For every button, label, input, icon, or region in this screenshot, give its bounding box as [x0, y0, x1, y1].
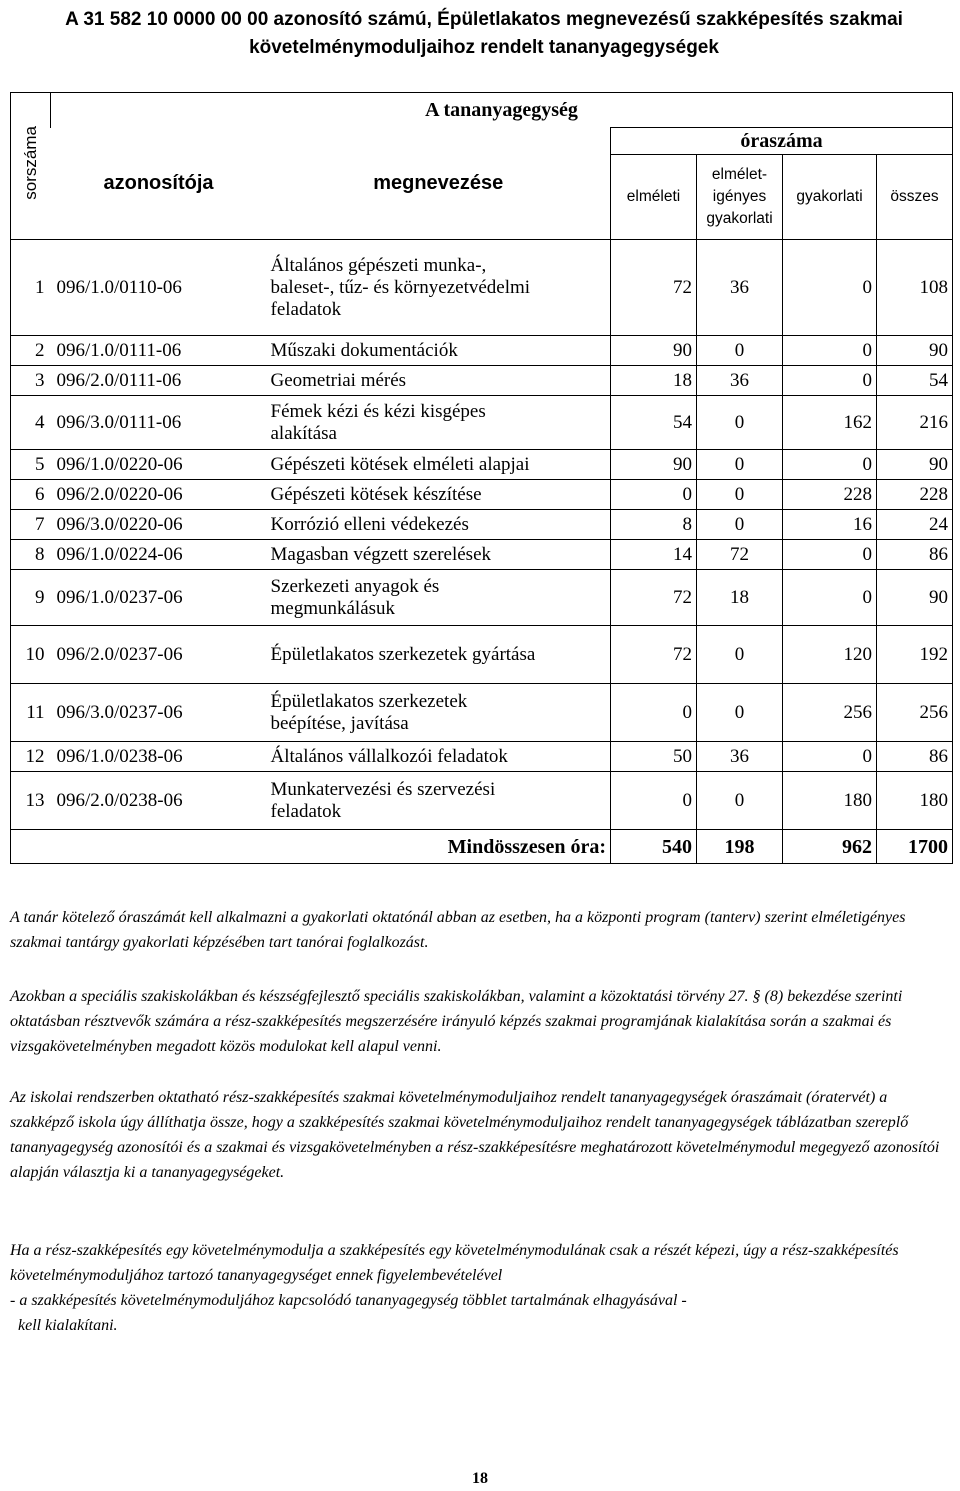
cell-megnevezes [267, 772, 611, 830]
cell-osszes: 216 [877, 396, 953, 450]
cell-azonosito: 096/1.0/0111-06 [51, 336, 267, 366]
cell-megnevezes [267, 450, 611, 480]
name-line: Műszaki dokumentációk [270, 339, 458, 361]
cell-gyakorlati: 162 [783, 396, 877, 450]
table-row [11, 336, 953, 366]
name-line: Geometriai mérés [270, 369, 407, 391]
name-line: alakítása [270, 422, 337, 444]
cell-sorszam: 8 [11, 540, 51, 570]
name-line: megmunkálásuk [270, 597, 396, 619]
cell-sorszam: 5 [11, 450, 51, 480]
cell-elmeletigenyes: 0 [697, 510, 783, 540]
name-line: Általános gépészeti munka-, [270, 254, 487, 276]
header-azonositoja: azonosítója [51, 128, 267, 240]
totals-label: Mindösszesen óra: [267, 830, 611, 864]
cell-osszes: 108 [877, 240, 953, 336]
cell-gyakorlati: 0 [783, 570, 877, 626]
note-paragraph: Azokban a speciális szakiskolákban és készségfejlesztő speciális szakiskolákban, valamint a közoktatási törvény 27. § (8) bekezdése szerinti oktatásban résztvevők számára a rész-szakképesítés megszerzésére irányuló képzés szakmai programjának kialakítása során a szakmai és vizsgakövetelményben megadott közös modulokat kell alapul venni. [10, 988, 907, 1055]
cell-azonosito: 096/1.0/0220-06 [51, 450, 267, 480]
table-row [11, 570, 953, 626]
cell-megnevezes [267, 240, 611, 336]
totals-elmeletigenyes: 198 [697, 830, 783, 864]
cell-azonosito: 096/3.0/0220-06 [51, 510, 267, 540]
header-row-oraszama [11, 128, 953, 155]
cell-azonosito: 096/1.0/0237-06 [51, 570, 267, 626]
cell-elmeleti: 54 [611, 396, 697, 450]
cell-osszes: 192 [877, 626, 953, 684]
table-row [11, 540, 953, 570]
cell-elmeleti: 90 [611, 450, 697, 480]
name-line: Korrózió elleni védekezés [270, 513, 469, 535]
cell-megnevezes [267, 626, 611, 684]
name-line: beépítése, javítása [270, 712, 409, 734]
tananyagegyseg-table [10, 92, 953, 864]
totals-row [11, 830, 953, 864]
cell-osszes: 180 [877, 772, 953, 830]
header-elmeleti: elméleti [611, 155, 697, 240]
cell-azonosito: 096/2.0/0220-06 [51, 480, 267, 510]
totals-gyakorlati: 962 [783, 830, 877, 864]
cell-elmeletigenyes: 0 [697, 336, 783, 366]
cell-gyakorlati: 0 [783, 366, 877, 396]
totals-osszes: 1700 [877, 830, 953, 864]
cell-elmeletigenyes: 18 [697, 570, 783, 626]
cell-sorszam: 1 [11, 240, 51, 336]
cell-osszes: 90 [877, 570, 953, 626]
cell-osszes: 228 [877, 480, 953, 510]
cell-azonosito: 096/2.0/0237-06 [51, 626, 267, 684]
cell-elmeleti: 90 [611, 336, 697, 366]
cell-osszes: 90 [877, 450, 953, 480]
cell-megnevezes [267, 540, 611, 570]
cell-elmeletigenyes: 0 [697, 626, 783, 684]
cell-sorszam: 4 [11, 396, 51, 450]
cell-sorszam: 11 [11, 684, 51, 742]
table-row [11, 450, 953, 480]
header-oraszama: óraszáma [611, 128, 953, 155]
header-megnevezese: megnevezése [267, 128, 611, 240]
cell-elmeleti: 18 [611, 366, 697, 396]
table-row [11, 396, 953, 450]
table-row [11, 684, 953, 742]
cell-gyakorlati: 0 [783, 336, 877, 366]
cell-azonosito: 096/3.0/0111-06 [51, 396, 267, 450]
cell-gyakorlati: 0 [783, 540, 877, 570]
cell-elmeleti: 72 [611, 626, 697, 684]
name-line: Fémek kézi és kézi kisgépes [270, 400, 486, 422]
cell-megnevezes [267, 510, 611, 540]
cell-azonosito: 096/2.0/0111-06 [51, 366, 267, 396]
cell-sorszam: 10 [11, 626, 51, 684]
title-line: követelménymoduljaihoz rendelt tananyagegységek [249, 37, 719, 58]
cell-sorszam: 12 [11, 742, 51, 772]
cell-gyakorlati: 180 [783, 772, 877, 830]
table-row [11, 742, 953, 772]
name-line: Épületlakatos szerkezetek gyártása [270, 643, 536, 665]
cell-elmeletigenyes: 36 [697, 742, 783, 772]
cell-elmeleti: 72 [611, 570, 697, 626]
document-title [24, 6, 944, 62]
cell-elmeletigenyes: 36 [697, 240, 783, 336]
cell-elmeleti: 0 [611, 480, 697, 510]
cell-gyakorlati: 0 [783, 450, 877, 480]
name-line: Gépészeti kötések elméleti alapjai [270, 453, 530, 475]
header-group: A tananyagegység [51, 93, 953, 128]
cell-osszes: 86 [877, 540, 953, 570]
header-elmeletigenyes: elmélet- igényes gyakorlati [697, 155, 783, 240]
note-paragraph: Ha a rész-szakképesítés egy követelménymodulja a szakképesítés egy követelménymodulának csak a részét képezi, úgy a rész-szakképesítés követelménymoduljához tartozó tananyagegységet ennek figyelembevételével - a szakképesítés követelménymoduljához kapcsolódó tananyagegység többlet tartalmának elhagyásával - kell kialakítani. [10, 1242, 899, 1334]
name-line: baleset-, tűz- és környezetvédelmi [270, 276, 531, 298]
cell-elmeleti: 8 [611, 510, 697, 540]
name-line: feladatok [270, 298, 342, 320]
cell-megnevezes [267, 336, 611, 366]
cell-elmeletigenyes: 36 [697, 366, 783, 396]
cell-elmeletigenyes: 72 [697, 540, 783, 570]
cell-megnevezes [267, 396, 611, 450]
header-gyakorlati: gyakorlati [783, 155, 877, 240]
table-row [11, 626, 953, 684]
cell-sorszam: 2 [11, 336, 51, 366]
name-line: Munkatervezési és szervezési [270, 778, 496, 800]
cell-megnevezes [267, 742, 611, 772]
title-line: A 31 582 10 0000 00 00 azonosító számú, Épületlakatos megnevezésű szakképesítés szakmai [65, 9, 903, 30]
cell-elmeleti: 50 [611, 742, 697, 772]
page-number: 18 [472, 1470, 488, 1487]
cell-azonosito: 096/1.0/0224-06 [51, 540, 267, 570]
cell-elmeleti: 0 [611, 684, 697, 742]
header-row-group [11, 93, 953, 128]
totals-elmeleti: 540 [611, 830, 697, 864]
cell-osszes: 24 [877, 510, 953, 540]
cell-azonosito: 096/1.0/0238-06 [51, 742, 267, 772]
name-line: Általános vállalkozói feladatok [270, 745, 508, 767]
cell-gyakorlati: 0 [783, 240, 877, 336]
cell-sorszam: 13 [11, 772, 51, 830]
table-row [11, 510, 953, 540]
cell-elmeletigenyes: 0 [697, 396, 783, 450]
cell-elmeletigenyes: 0 [697, 772, 783, 830]
name-line: feladatok [270, 800, 342, 822]
cell-azonosito: 096/2.0/0238-06 [51, 772, 267, 830]
cell-elmeletigenyes: 0 [697, 450, 783, 480]
cell-sorszam: 7 [11, 510, 51, 540]
cell-gyakorlati: 120 [783, 626, 877, 684]
cell-elmeleti: 0 [611, 772, 697, 830]
cell-elmeletigenyes: 0 [697, 480, 783, 510]
name-line: Magasban végzett szerelések [270, 543, 492, 565]
cell-osszes: 86 [877, 742, 953, 772]
name-line: Épületlakatos szerkezetek [270, 690, 468, 712]
name-line: Gépészeti kötések készítése [270, 483, 482, 505]
name-line: Szerkezeti anyagok és [270, 575, 440, 597]
table-row [11, 366, 953, 396]
cell-sorszam: 6 [11, 480, 51, 510]
cell-megnevezes [267, 480, 611, 510]
cell-osszes: 54 [877, 366, 953, 396]
header-osszes: összes [877, 155, 953, 240]
cell-gyakorlati: 228 [783, 480, 877, 510]
table-row [11, 240, 953, 336]
note-paragraph: A tanár kötelező óraszámát kell alkalmazni a gyakorlati oktatónál abban az esetben, ha a központi program (tanterv) szerint elméletigényes szakmai tantárgy gyakorlati képzésében tart tanórai foglalkozást. [10, 909, 910, 951]
header-sorszama: sorszáma [11, 93, 51, 240]
cell-megnevezes [267, 570, 611, 626]
cell-azonosito: 096/1.0/0110-06 [51, 240, 267, 336]
totals-blank [11, 830, 267, 864]
cell-sorszam: 9 [11, 570, 51, 626]
cell-sorszam: 3 [11, 366, 51, 396]
cell-azonosito: 096/3.0/0237-06 [51, 684, 267, 742]
cell-osszes: 90 [877, 336, 953, 366]
cell-megnevezes [267, 684, 611, 742]
cell-megnevezes [267, 366, 611, 396]
cell-osszes: 256 [877, 684, 953, 742]
table-row [11, 480, 953, 510]
cell-gyakorlati: 16 [783, 510, 877, 540]
cell-elmeletigenyes: 0 [697, 684, 783, 742]
table-row [11, 772, 953, 830]
cell-gyakorlati: 0 [783, 742, 877, 772]
cell-elmeleti: 72 [611, 240, 697, 336]
cell-elmeleti: 14 [611, 540, 697, 570]
note-paragraph: Az iskolai rendszerben oktatható rész-szakképesítés szakmai követelménymoduljaihoz rendelt tananyagegységek óraszámait (óratervét) a szakképző iskola úgy állíthatja össze, hogy a szakképesítés szakmai követelménymoduljaihoz rendelt tananyagegységek táblázatban szereplő tananyagegység azonosítói és a szakmai és vizsgakövetelményben a rész-szakképesítésre meghatározott követelménymodul megegyező azonosítói alapján választja ki a tananyagegységeket. [10, 1089, 944, 1181]
cell-gyakorlati: 256 [783, 684, 877, 742]
